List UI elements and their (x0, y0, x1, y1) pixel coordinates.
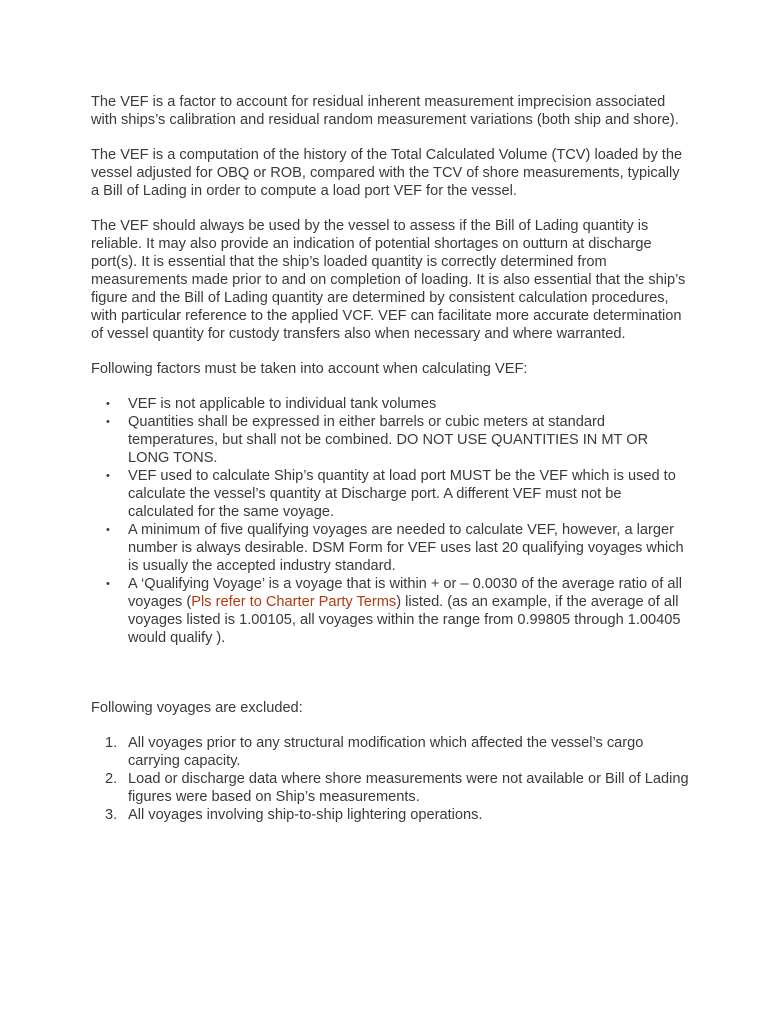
list-item (105, 806, 691, 824)
list-item-text: VEF is not applicable to individual tank volumes (128, 396, 437, 412)
list-item (105, 734, 691, 770)
document-page (91, 93, 691, 824)
qualifying-text-after: ) listed. (as an example, if the average of all voyages listed is 1.00105, all voyages within the range from 0.99805 through 1.00405 would qualify ). (128, 594, 681, 646)
excluded-voyages-list (91, 734, 691, 824)
list-item-text: Load or discharge data where shore measurements were not available or Bill of Lading figures were based on Ship’s measurements. (128, 771, 689, 805)
spacer (91, 647, 691, 699)
list-item (105, 770, 691, 806)
list-item-text: All voyages involving ship-to-ship lightering operations. (128, 807, 483, 823)
list-item-text: Quantities shall be expressed in either barrels or cubic meters at standard temperatures, but shall not be combined. DO NOT USE QUANTITIES IN MT OR LONG TONS. (128, 414, 649, 466)
paragraph-vef-definition: The VEF is a factor to account for residual inherent measurement imprecision associated with ships’s calibration and residual random measurement variations (both ship and shore). (91, 94, 679, 128)
list-item (128, 575, 691, 647)
list-item-text: VEF used to calculate Ship’s quantity at load port MUST be the VEF which is used to calculate the vessel’s quantity at Discharge port. A different VEF must not be calculated for the same voyage. (128, 468, 676, 520)
paragraph-vef-computation: The VEF is a computation of the history of the Total Calculated Volume (TCV) loaded by the vessel adjusted for OBQ or ROB, compared with the TCV of shore measurements, typically a Bill of Lading in order to compute a load port VEF for the vessel. (91, 147, 683, 199)
list-item-number: 2. (105, 771, 118, 787)
paragraph-excluded-intro: Following voyages are excluded: (91, 700, 303, 716)
list-item-number: 3. (105, 807, 118, 823)
list-item-number: 1. (105, 735, 118, 751)
charter-party-terms-link[interactable]: Pls refer to Charter Party Terms (191, 594, 397, 610)
qualifying-text-before: A ‘Qualifying Voyage’ is a voyage that is within + or – 0.0030 of the average ratio of all voyages ( (128, 576, 682, 610)
factors-list (91, 395, 691, 647)
paragraph-factors-intro: Following factors must be taken into account when calculating VEF: (91, 361, 528, 377)
list-item (128, 467, 691, 521)
list-item (128, 413, 691, 467)
list-item-text: All voyages prior to any structural modification which affected the vessel’s cargo carrying capacity. (128, 735, 644, 769)
list-item (128, 395, 691, 413)
paragraph-vef-usage: The VEF should always be used by the vessel to assess if the Bill of Lading quantity is reliable. It may also provide an indication of potential shortages on outturn at discharge port(s). It is essential that the ship’s loaded quantity is correctly determined from measurements made prior to and on completion of loading. It is also essential that the ship’s figure and the Bill of Lading quantity are determined by consistent calculation procedures, with particular reference to the applied VCF. VEF can facilitate more accurate determination of vessel quantity for custody transfers also when necessary and where warranted. (91, 218, 686, 342)
list-item (128, 521, 691, 575)
list-item-text: A minimum of five qualifying voyages are needed to calculate VEF, however, a larger number is always desirable. DSM Form for VEF uses last 20 qualifying voyages which is usually the accepted industry standard. (128, 522, 684, 574)
